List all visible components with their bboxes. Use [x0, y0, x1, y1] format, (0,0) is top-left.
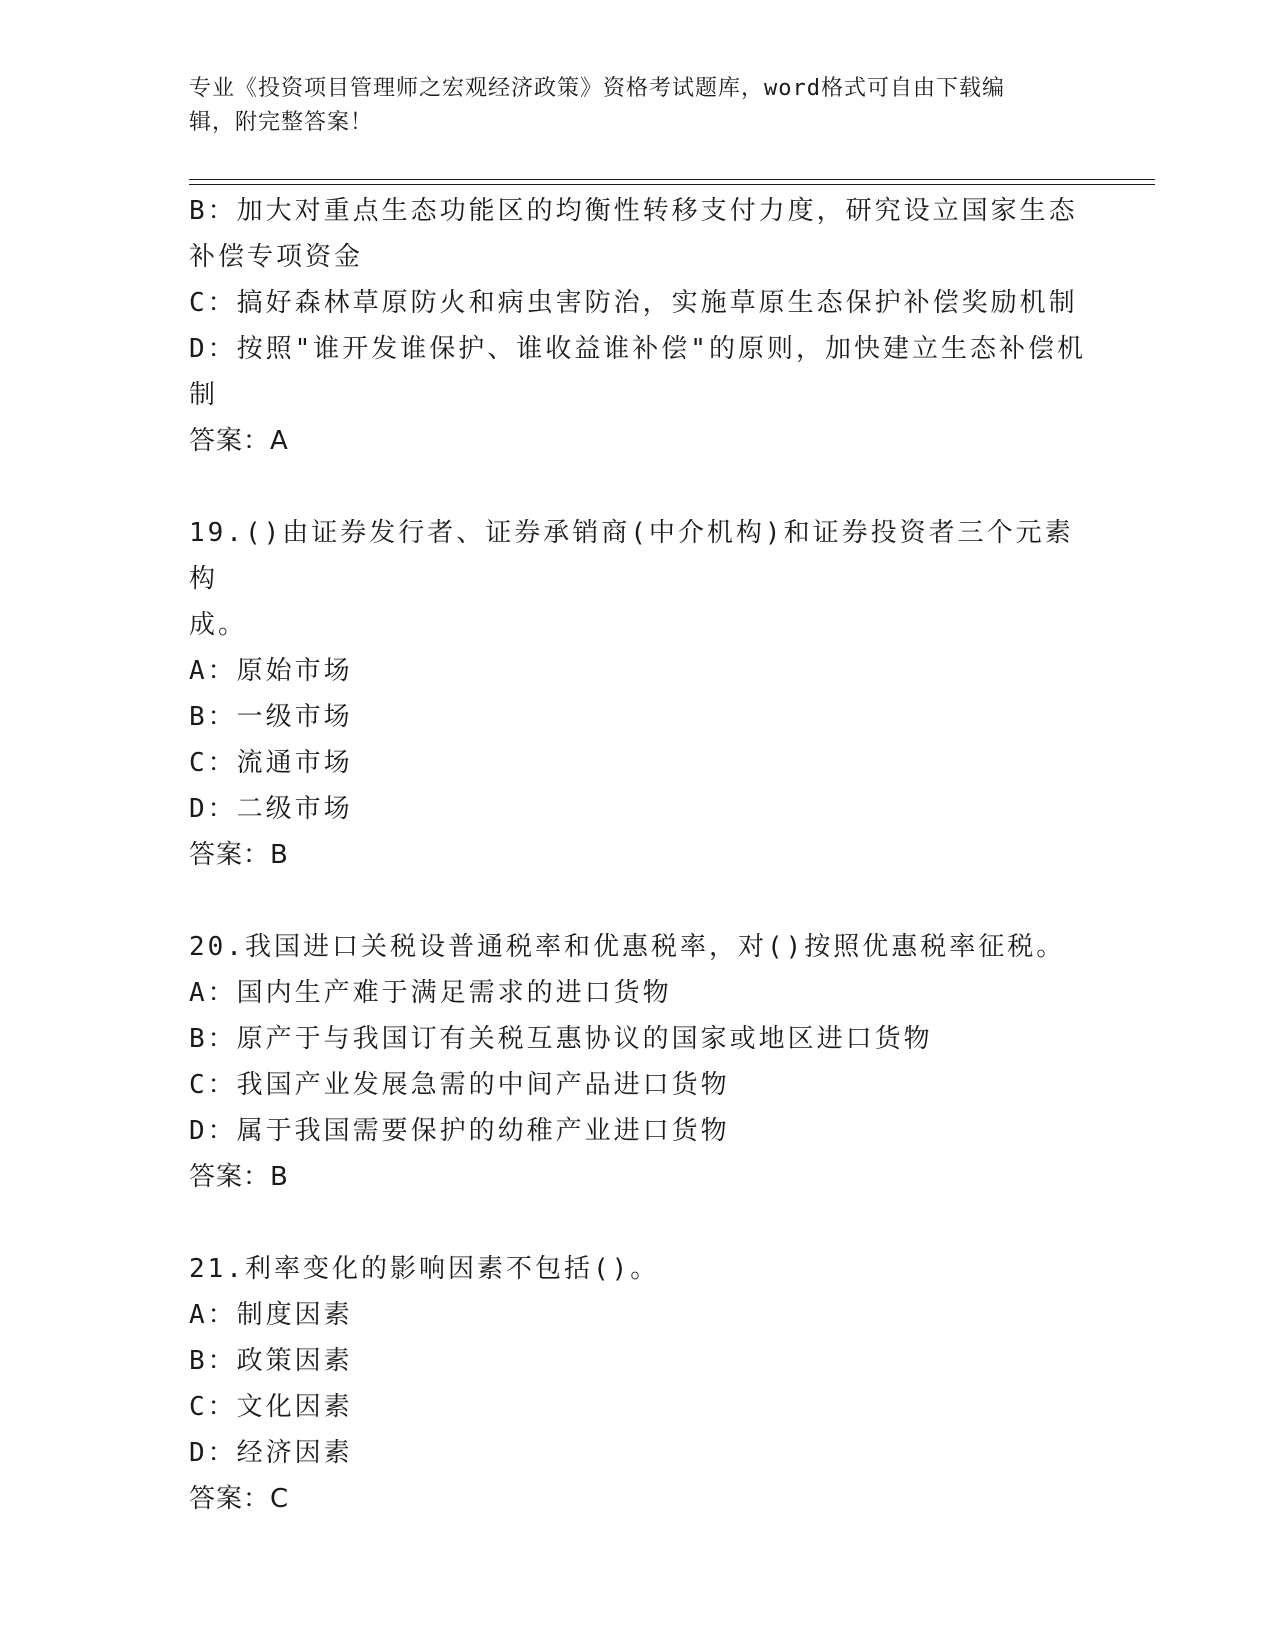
question-stem: 21.利率变化的影响因素不包括()。: [189, 1254, 660, 1284]
prev-question-block: [189, 188, 1089, 464]
question-content: [189, 188, 1089, 1522]
spacer: [189, 878, 1089, 924]
document-header: [189, 72, 1089, 140]
option-c: C：搞好森林草原防火和病虫害防治，实施草原生态保护补偿奖励机制: [189, 288, 1078, 318]
header-line-2: 辑，附完整答案！: [189, 110, 374, 135]
option-d: D：经济因素: [189, 1438, 353, 1468]
question-stem: 19.()由证券发行者、证券承销商(中介机构)和证券投资者三个元素构: [189, 518, 1074, 594]
question-19-block: [189, 510, 1089, 878]
spacer: [189, 1200, 1089, 1246]
answer: 答案：A: [189, 426, 289, 456]
answer: 答案：B: [189, 1162, 289, 1192]
option-d-continued: 制: [189, 380, 219, 410]
question-stem: 20.我国进口关税设普通税率和优惠税率，对()按照优惠税率征税。: [189, 932, 1066, 962]
option-a: A：制度因素: [189, 1300, 353, 1330]
option-b: B：一级市场: [189, 702, 353, 732]
option-b: B：原产于与我国订有关税互惠协议的国家或地区进口货物: [189, 1024, 933, 1054]
spacer: [189, 464, 1089, 510]
option-c: C：流通市场: [189, 748, 353, 778]
option-d: D：二级市场: [189, 794, 353, 824]
option-d: D：属于我国需要保护的幼稚产业进口货物: [189, 1116, 730, 1146]
question-21-block: [189, 1246, 1089, 1522]
option-c: C：我国产业发展急需的中间产品进口货物: [189, 1070, 730, 1100]
header-rule-bottom: [189, 184, 1155, 185]
option-c: C：文化因素: [189, 1392, 353, 1422]
option-b: B：加大对重点生态功能区的均衡性转移支付力度，研究设立国家生态: [189, 196, 1078, 226]
answer: 答案：C: [189, 1484, 290, 1514]
header-line-1: 专业《投资项目管理师之宏观经济政策》资格考试题库，word格式可自由下载编: [189, 76, 1005, 101]
option-b-continued: 补偿专项资金: [189, 242, 364, 272]
header-rule-top: [189, 179, 1155, 180]
answer: 答案：B: [189, 840, 289, 870]
option-d: D：按照"谁开发谁保护、谁收益谁补偿"的原则，加快建立生态补偿机: [189, 334, 1086, 364]
question-20-block: [189, 924, 1089, 1200]
option-b: B：政策因素: [189, 1346, 353, 1376]
question-stem-continued: 成。: [189, 610, 248, 640]
option-a: A：原始市场: [189, 656, 353, 686]
option-a: A：国内生产难于满足需求的进口货物: [189, 978, 672, 1008]
